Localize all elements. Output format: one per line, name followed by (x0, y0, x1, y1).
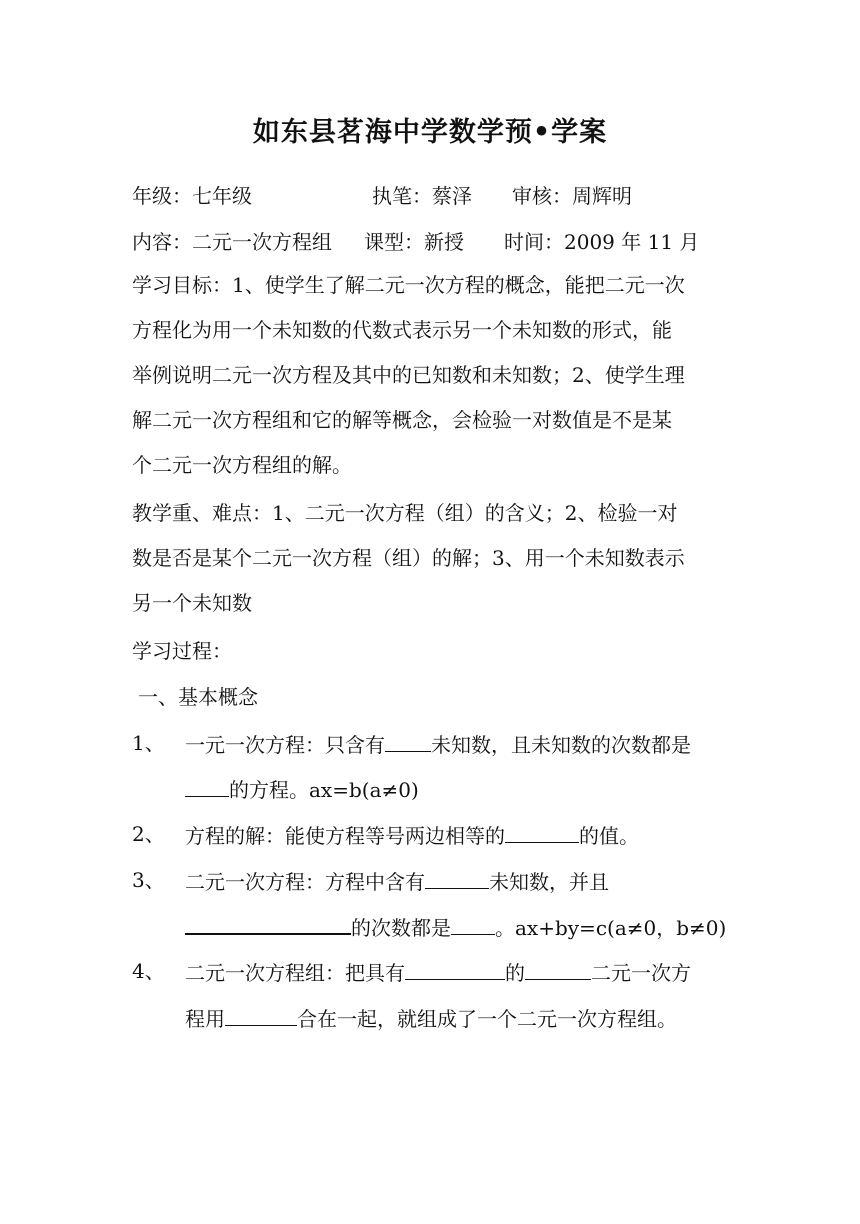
reviewer-field: 审核：周辉明 (512, 184, 632, 208)
item-text: 程用 (185, 1007, 225, 1031)
page-title: 如东县茗海中学数学预•学案 (252, 117, 608, 148)
fill-blank[interactable] (225, 1003, 297, 1026)
grade-field: 年级：七年级 (132, 184, 252, 208)
item-text: 方程的解：能使方程等号两边相等的 (185, 824, 505, 848)
item-text: 的值。 (579, 824, 639, 848)
key-points-line: 数是否是某个二元一次方程（组）的解；3、用一个未知数表示 (132, 546, 685, 570)
item-text: 二元一次方 (591, 961, 691, 985)
item-text: 合在一起，就组成了一个二元一次方程组。 (297, 1007, 677, 1031)
item-text: 。ax+by=c(a≠0，b≠0) (495, 916, 727, 940)
item-text: 的方程。ax=b(a≠0) (229, 778, 419, 802)
lesson-type-field: 课型：新授 (364, 230, 464, 254)
process-heading: 学习过程： (132, 639, 232, 663)
fill-blank[interactable] (425, 866, 489, 889)
key-points-line: 教学重、难点：1、二元一次方程（组）的含义；2、检验一对 (132, 501, 678, 525)
meta-row-2 (132, 228, 699, 256)
key-points-line: 另一个未知数 (132, 591, 252, 615)
objectives-line: 学习目标：1、使学生了解二元一次方程的概念，能把二元一次 (132, 273, 685, 297)
content-field: 内容：二元一次方程组 (132, 230, 332, 254)
objectives-line: 解二元一次方程组和它的解等概念，会检验一对数值是不是某 (132, 408, 672, 432)
item-1-line-2 (185, 774, 419, 804)
item-number: 3、 (132, 868, 165, 892)
item-number: 2、 (132, 822, 165, 846)
item-2-line-1 (185, 820, 639, 850)
item-text: 二元一次方程组：把具有 (185, 961, 405, 985)
item-text: 的 (505, 961, 525, 985)
item-number: 1、 (132, 731, 165, 755)
fill-blank[interactable] (505, 820, 579, 843)
item-1-line-1 (185, 729, 691, 759)
fill-blank[interactable] (185, 774, 229, 797)
objectives-line: 个二元一次方程组的解。 (132, 453, 352, 477)
item-text: 未知数，且未知数的次数都是 (431, 733, 691, 757)
item-4-line-2 (185, 1003, 677, 1033)
item-text: 二元一次方程：方程中含有 (185, 870, 425, 894)
fill-blank[interactable] (405, 957, 505, 980)
objectives-line: 方程化为用一个未知数的代数式表示另一个未知数的形式，能 (132, 318, 672, 342)
item-3-line-1 (185, 866, 609, 896)
fill-blank[interactable] (385, 729, 431, 752)
section-heading: 一、基本概念 (138, 685, 258, 709)
fill-blank[interactable] (451, 912, 495, 935)
learning-objectives (132, 263, 732, 488)
item-4-line-1 (185, 957, 691, 987)
key-points (132, 491, 732, 626)
item-text: 一元一次方程：只含有 (185, 733, 385, 757)
fill-blank[interactable] (185, 911, 351, 935)
item-text: 的次数都是 (351, 916, 451, 940)
item-text: 未知数，并且 (489, 870, 609, 894)
item-number: 4、 (132, 959, 165, 983)
objectives-line: 举例说明二元一次方程及其中的已知数和未知数；2、使学生理 (132, 363, 685, 387)
meta-row-1 (132, 182, 632, 210)
item-3-line-2 (185, 911, 726, 942)
time-field: 时间：2009 年 11 月 (504, 230, 700, 254)
author-field: 执笔：蔡泽 (372, 184, 472, 208)
fill-blank[interactable] (525, 957, 591, 980)
